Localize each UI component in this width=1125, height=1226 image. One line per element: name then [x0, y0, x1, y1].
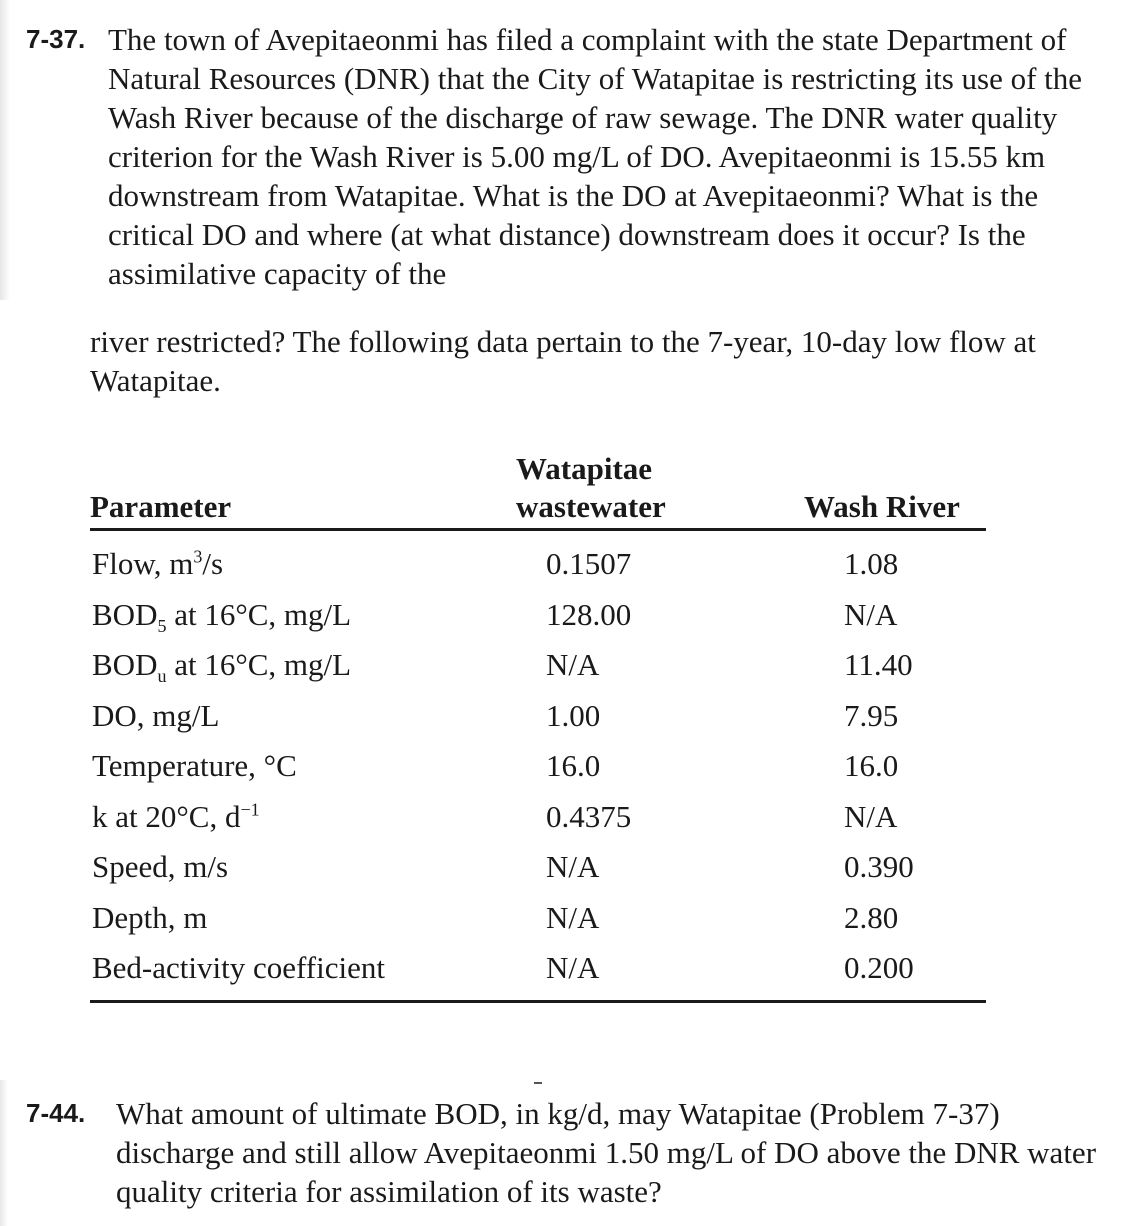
stray-mark — [534, 1082, 542, 1084]
cell-wastewater: N/A — [546, 899, 600, 935]
cell-parameter: $BOD_u$ at 16°C, mg/L — [92, 647, 352, 687]
page-edge-shadow — [0, 1080, 8, 1226]
cell-parameter: Depth, m — [92, 899, 208, 935]
cell-river: 16.0 — [844, 748, 899, 783]
table-row — [90, 590, 986, 641]
problem-7-44 — [26, 1094, 1096, 1211]
table-row — [90, 893, 986, 944]
header-river: Wash River — [804, 489, 960, 524]
cell-parameter: Speed, m/s — [92, 849, 229, 884]
table-row — [90, 539, 986, 590]
problem-number: 7-44. — [26, 1098, 86, 1128]
table-row — [90, 842, 986, 893]
cell-river: 11.40 — [844, 647, 913, 682]
header-wastewater-line1: Watapitae — [516, 451, 653, 486]
table-body — [90, 531, 986, 994]
cell-river: N/A — [844, 596, 898, 632]
cell-wastewater: 0.1507 — [546, 546, 632, 581]
table-row — [90, 691, 986, 742]
cell-wastewater: 128.00 — [546, 596, 632, 632]
cell-parameter: DO, mg/L — [92, 697, 220, 733]
table-row — [90, 943, 986, 994]
cell-wastewater: 0.4375 — [546, 798, 632, 834]
problem-text: river restricted? The following data pertain to the 7-year, 10-day low flow at Watapitae. — [90, 324, 1036, 398]
cell-parameter: Bed-activity coefficient — [92, 950, 385, 985]
cell-wastewater: N/A — [546, 950, 600, 985]
table-row — [90, 640, 986, 691]
header-wastewater — [516, 450, 666, 526]
cell-parameter: $BOD_5$ at 16°C, mg/L — [92, 596, 352, 636]
cell-river: 0.390 — [844, 849, 914, 884]
problem-number: 7-37. — [26, 24, 86, 54]
header-parameter: Parameter — [90, 489, 232, 524]
problem-text: The town of Avepitaeonmi has filed a complaint with the state Department of Natural Resources (DNR) that the City of Watapitae is restricting its use of the Wash River because of the discharge of raw sewage. The DNR water quality criterion for the Wash River is 5.00 mg/L of DO. Avepitaeonmi is 15.55 km downstream from Watapitae. What is the DO at Avepitaeonmi? What is the critical DO and where (at what distance) downstream does it occur? Is the assimilative capacity of the — [108, 22, 1083, 291]
cell-wastewater: N/A — [546, 647, 600, 682]
cell-parameter: Temperature, °C — [92, 748, 297, 783]
data-table — [90, 446, 986, 1003]
cell-wastewater: 1.00 — [546, 697, 601, 733]
cell-parameter: Flow, $m^3/s$ — [92, 546, 224, 581]
header-wastewater-line2: wastewater — [516, 489, 666, 524]
cell-river: 1.08 — [844, 546, 899, 581]
table-header — [90, 446, 986, 531]
table-row — [90, 741, 986, 792]
cell-wastewater: N/A — [546, 849, 600, 884]
cell-river: 2.80 — [844, 899, 899, 935]
cell-parameter: k at 20°C, $d^{-1}$ — [92, 798, 260, 834]
cell-wastewater: 16.0 — [546, 748, 601, 783]
cell-river: N/A — [844, 798, 898, 834]
cell-river: 0.200 — [844, 950, 914, 985]
problem-7-37 — [26, 20, 1111, 293]
problem-text: What amount of ultimate BOD, in kg/d, may Watapitae (Problem 7-37) discharge and still allow Avepitaeonmi 1.50 mg/L of DO above the DNR water quality criteria for assimilation of its waste? — [116, 1096, 1097, 1209]
problem-7-37-continued — [90, 322, 1100, 400]
page-edge-shadow — [0, 0, 10, 300]
table-bottom-rule — [90, 1000, 986, 1003]
table-row — [90, 792, 986, 843]
cell-river: 7.95 — [844, 697, 899, 733]
